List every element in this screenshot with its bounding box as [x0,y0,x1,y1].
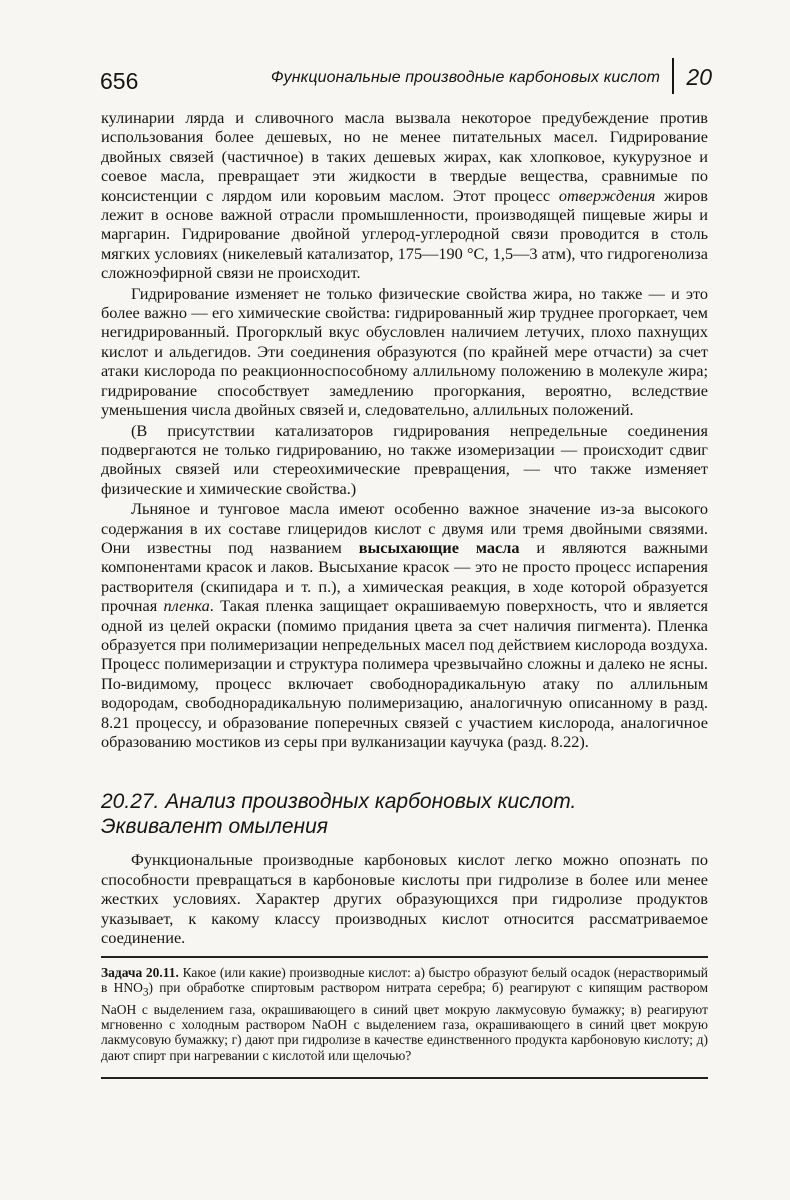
section-heading-line-2: Эквивалент омыления [101,815,328,838]
section-paragraph: Функциональные производные карбоновых кислот легко можно опознать по способности превращаться в карбоновые кислоты при гидролизе в более или менее жестких условиях. Характер других образующихся при гидролизе продуктов указывает, к какому классу производных кислот относится рассматриваемое соединение. [101,850,708,948]
term-film: пленка [163,596,210,616]
chapter-number: 20 [686,64,712,90]
section-heading [101,789,708,839]
page-number: 656 [100,68,139,94]
term-hardening: отверждения [558,185,656,205]
problem-label: Задача 20.11. [101,965,179,980]
main-text [101,108,708,751]
paragraph-4: Льняное и тунговое масла имеют особенно важное значение из-за высокого содержания в их составе глицеридов кислот с двумя или тремя двойными связями. Они известны под названием высыхающие масла и являются важными компонентами красок и лаков. Высыхание красок — это не просто процесс испарения растворителя (скипидара и т. п.), а химическая реакция, в ходе которой образуется прочная пленка. Такая пленка защищает окрашиваемую поверхность, что и является одной из целей окраски (помимо придания цвета за счет наличия пигмента). Пленка образуется при полимеризации непредельных масел под действием кислорода воздуха. Процесс полимеризации и структура полимера чрезвычайно сложны и далеко не ясны. По-видимому, процесс включает свободнорадикальную атаку по аллильным водородам, свободнорадикальную полимеризацию, аналогичную описанному в разд. 8.21 процессу, и образование поперечных связей с участием кислорода, аналогичное образованию мостиков из серы при вулканизации каучука (разд. 8.22). [101,499,708,751]
section-heading-line-1: 20.27. Анализ производных карбоновых кислот. [101,790,577,813]
problem-bottom-rule [101,1077,708,1079]
running-title: Функциональные производные карбоновых кислот [270,69,660,86]
section-text [101,850,708,948]
page-header [100,62,712,96]
problem-text: Задача 20.11. Какое (или какие) производные кислот: а) быстро образуют белый осадок (нерастворимый в $HNO_3$) при обработке спиртовым раствором нитрата серебра; б) реагируют с кипящим раствором NaOH с выделением газа, окрашивающего в синий цвет мокрую лакмусовую бумажку; в) реагируют мгновенно с холодным раствором NaOH с выделением газа, окрашивающего в синий цвет мокрую лакмусовую бумажку; г) дают при гидролизе в качестве единственного продукта карбоновую кислоту; д) дают спирт при нагревании с кислотой или щелочью? [101,965,708,1063]
header-divider [672,58,674,94]
subscript-3: 3 [142,987,149,1000]
term-drying-oils: высыхающие масла [358,537,520,557]
problem-box [101,965,708,1063]
paragraph-2: Гидрирование изменяет не только физические свойства жира, но также — и это более важно — его химические свойства: гидрированный жир труднее прогоркает, чем негидрированный. Прогорклый вкус обусловлен наличием летучих, плохо пахнущих кислот и альдегидов. Эти соединения образуются (по крайней мере отчасти) за счет атаки кислорода по реакционноспособному аллильному положению в молекуле жира; гидрирование способствует замедлению прогоркания, вероятно, вследствие уменьшения числа двойных связей и, следовательно, аллильных положений. [101,283,708,420]
problem-top-rule [101,956,708,958]
paragraph-3: (В присутствии катализаторов гидрирования непредельные соединения подвергаются не только гидрированию, но также изомеризации — происходит сдвиг двойных связей или стереохимические превращения, — что также изменяет физические и химические свойства.) [101,420,708,498]
paragraph-1: кулинарии лярда и сливочного масла вызвала некоторое предубеждение против использования более дешевых, но не менее питательных масел. Гидрирование двойных связей (частичное) в таких дешевых жирах, как хлопковое, кукурузное и соевое масла, превращает эти жидкости в твердые вещества, сравнимые по консистенции с лярдом или коровьим маслом. Этот процесс отверждения жиров лежит в основе важной отрасли промышленности, производящей пищевые жиры и маргарин. Гидрирование двойной углерод-углеродной связи проводится в столь мягких условиях (никелевый катализатор, 175—190 °C, 1,5—3 атм), что гидрогенолиза сложноэфирной связи не происходит. [101,108,708,283]
